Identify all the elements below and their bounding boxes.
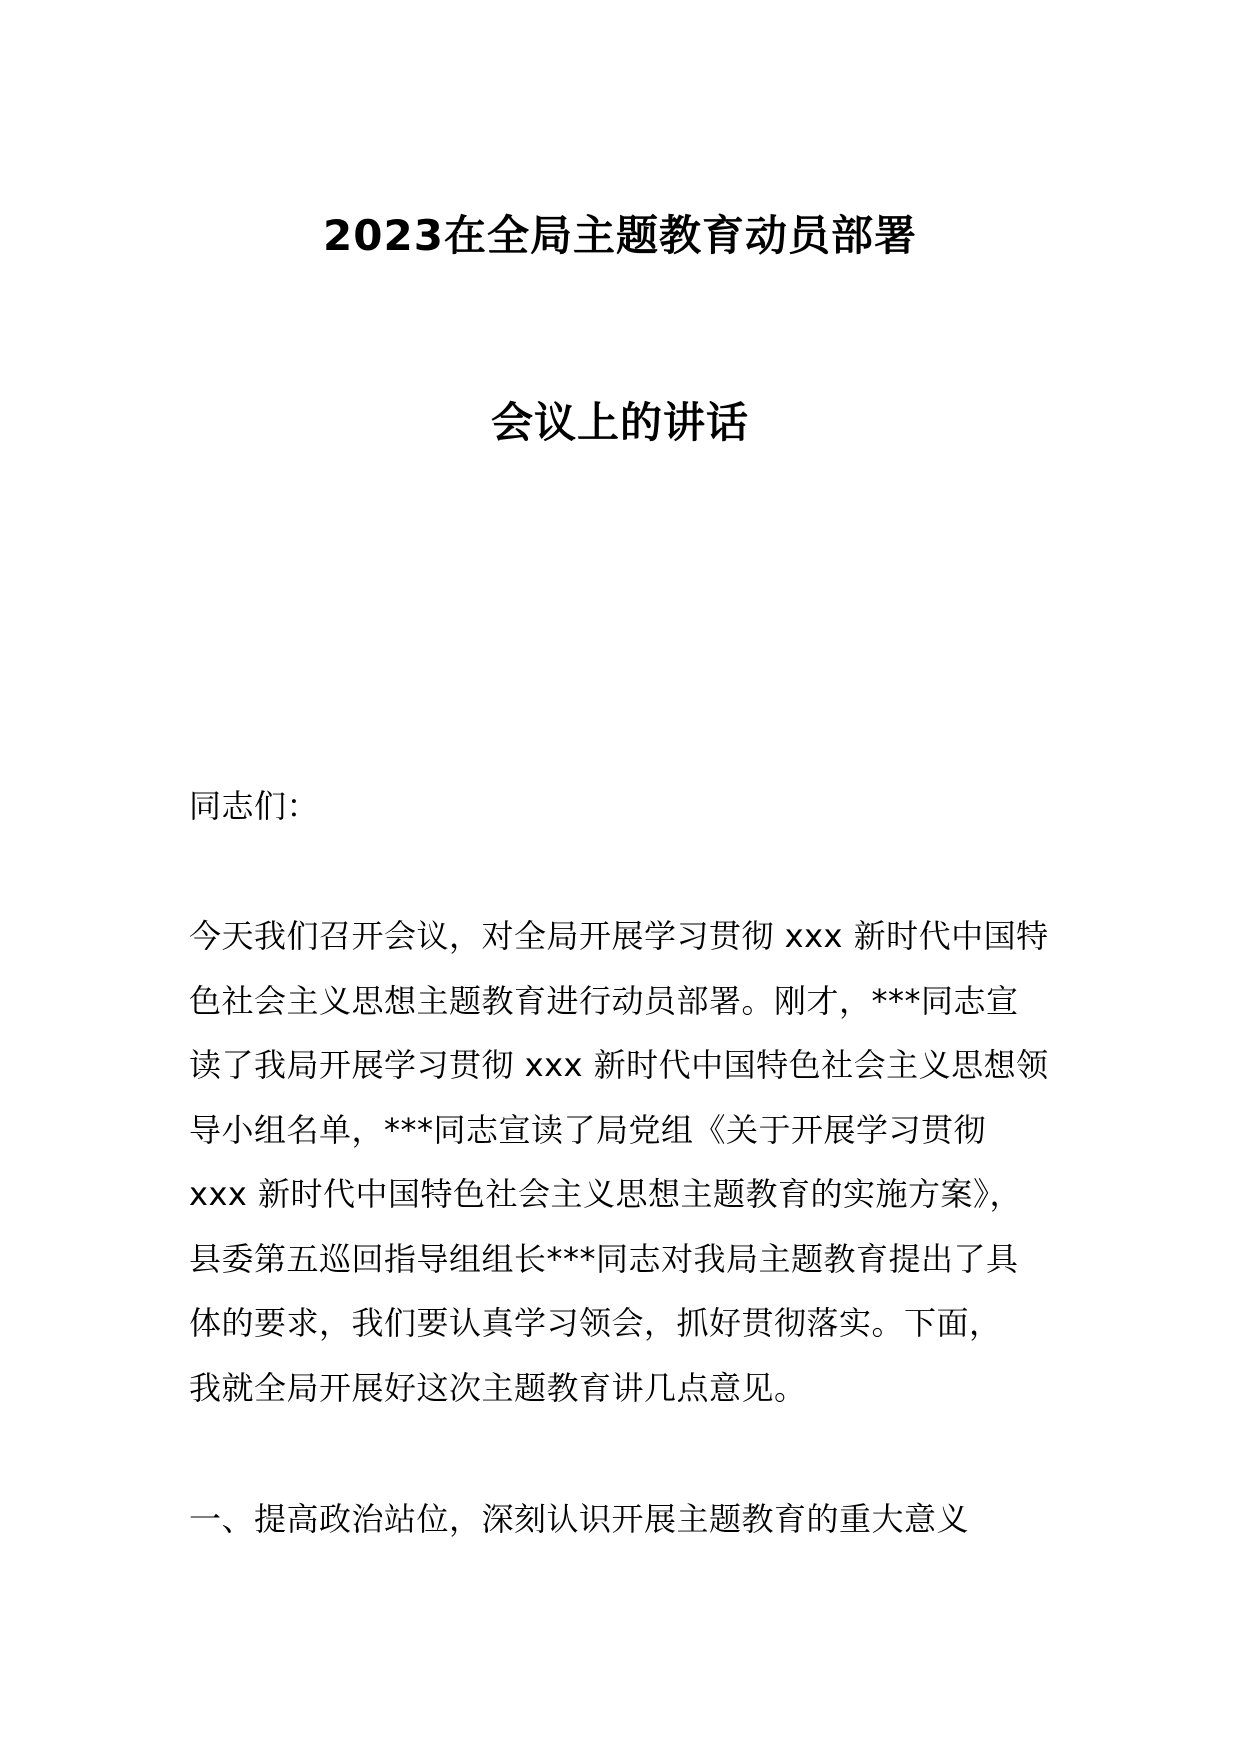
salutation: 同志们：: [189, 787, 320, 825]
paragraph-line: xxx 新时代中国特色社会主义思想主题教育的实施方案》，: [189, 1175, 1022, 1213]
paragraph-line: 我就全局开展好这次主题教育讲几点意见。: [189, 1368, 807, 1407]
paragraph-line: 体的要求，我们要认真学习领会，抓好贯彻落实。下面，: [189, 1304, 1002, 1342]
opening-paragraph: [189, 904, 1059, 1420]
paragraph-line: 导小组名单，***同志宣读了局党组《关于开展学习贯彻: [189, 1110, 987, 1149]
paragraph-line: 色社会主义思想主题教育进行动员部署。刚才，***同志宣: [189, 981, 1019, 1020]
paragraph-line: 县委第五巡回指导组组长***同志对我局主题教育提出了具: [189, 1239, 1019, 1278]
section-heading-1: 一、提高政治站位，深刻认识开展主题教育的重大意义: [189, 1500, 970, 1538]
document-title-line-1: 2023在全局主题教育动员部署: [323, 211, 917, 260]
paragraph-line: 今天我们召开会议，对全局开展学习贯彻 xxx 新时代中国特: [189, 917, 1049, 955]
document-title-line-2: 会议上的讲话: [490, 398, 749, 447]
paragraph-line: 读了我局开展学习贯彻 xxx 新时代中国特色社会主义思想领: [189, 1046, 1049, 1084]
